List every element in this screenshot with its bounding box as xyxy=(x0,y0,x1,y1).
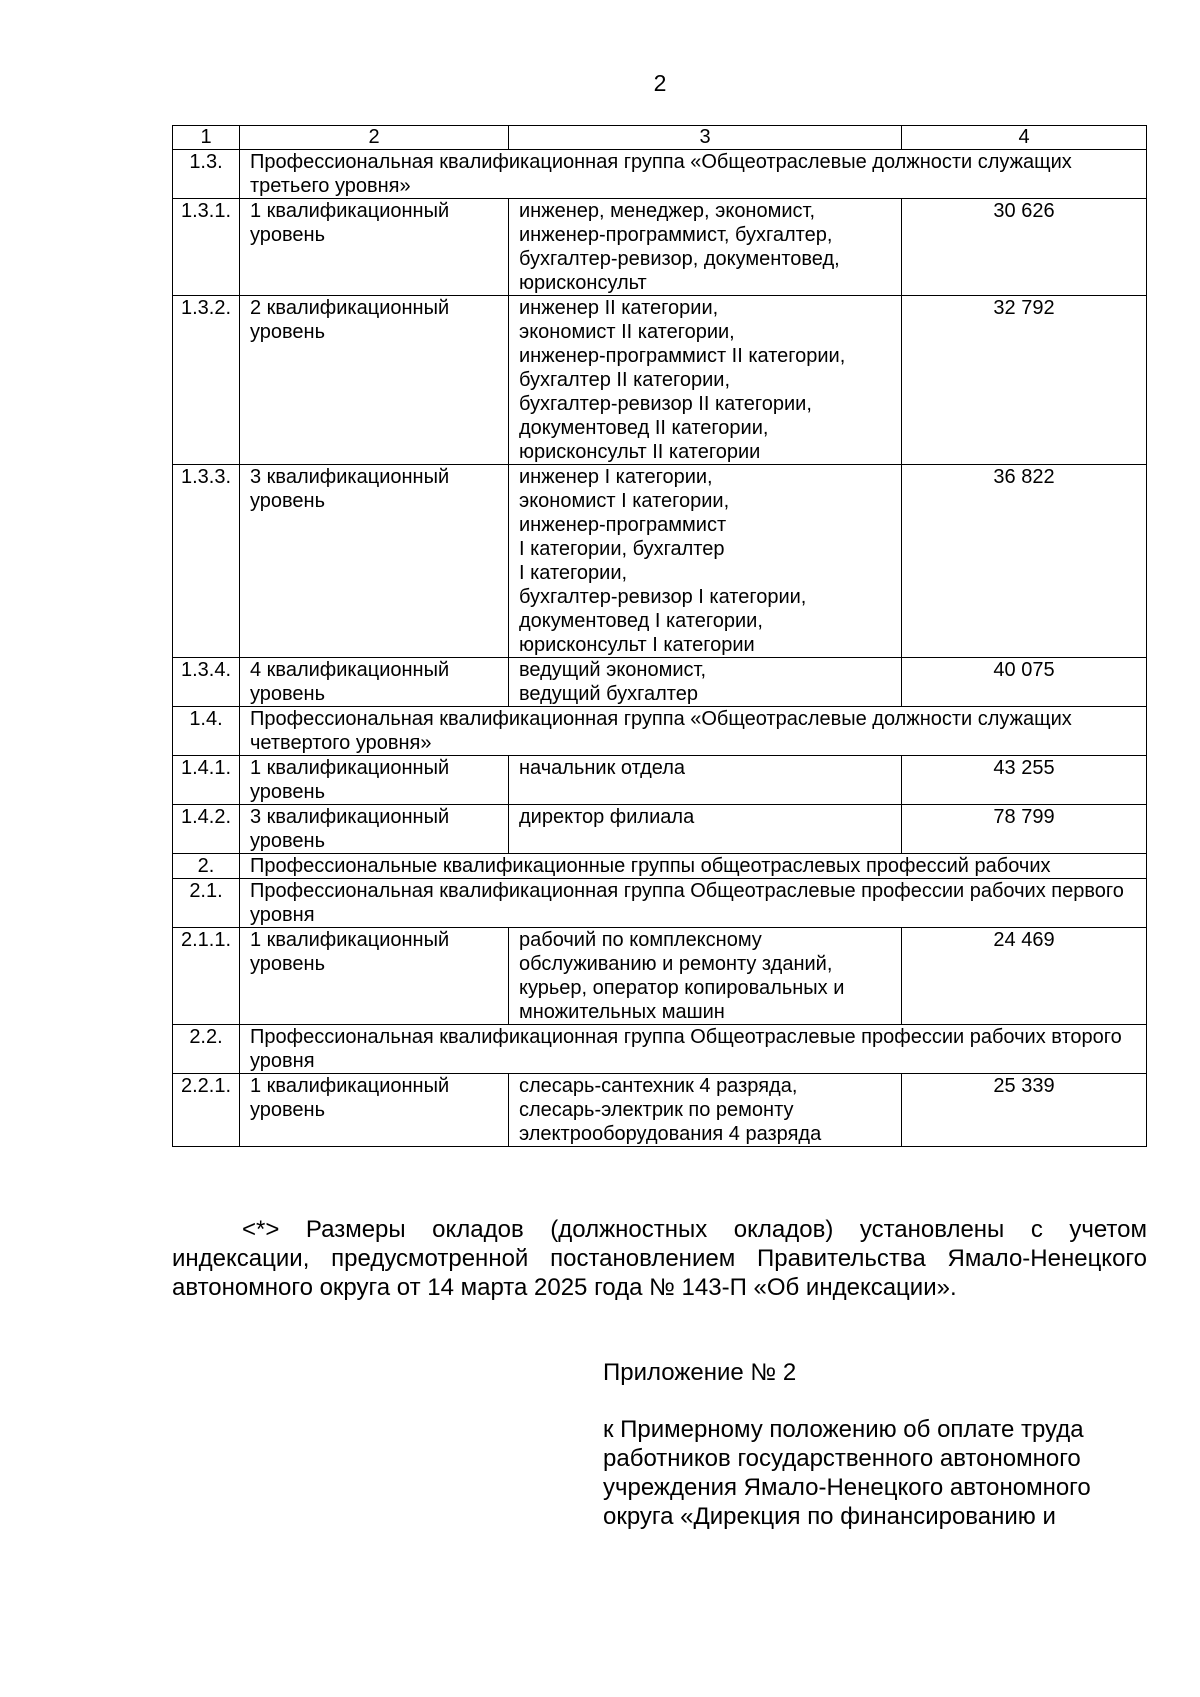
row-number: 1.4.2. xyxy=(173,805,240,854)
row-number: 2. xyxy=(173,854,240,879)
positions: слесарь-сантехник 4 разряда, слесарь-электрик по ремонту электрооборудования 4 разряда xyxy=(509,1074,902,1147)
group-title: Профессиональная квалификационная группа Общеотраслевые профессии рабочих первого уровня xyxy=(240,879,1147,928)
qualification-level: 3 квалификационный уровень xyxy=(240,465,509,658)
group-title: Профессиональные квалификационные группы общеотраслевых профессий рабочих xyxy=(240,854,1147,879)
salary-table-body xyxy=(173,126,1147,1147)
salary-value: 78 799 xyxy=(902,805,1147,854)
salary-value: 32 792 xyxy=(902,296,1147,465)
row-number: 2.1. xyxy=(173,879,240,928)
header-col-2: 2 xyxy=(240,126,509,150)
salary-value: 24 469 xyxy=(902,928,1147,1025)
positions: директор филиала xyxy=(509,805,902,854)
salary-value: 30 626 xyxy=(902,199,1147,296)
positions: рабочий по комплексному обслуживанию и ремонту зданий, курьер, оператор копировальных и множительных машин xyxy=(509,928,902,1025)
qualification-level: 2 квалификационный уровень xyxy=(240,296,509,465)
row-number: 2.1.1. xyxy=(173,928,240,1025)
salary-value: 36 822 xyxy=(902,465,1147,658)
row-number: 2.2.1. xyxy=(173,1074,240,1147)
row-number: 1.3.4. xyxy=(173,658,240,707)
table-row xyxy=(173,658,1147,707)
positions: ведущий экономист, ведущий бухгалтер xyxy=(509,658,902,707)
positions: инженер, менеджер, экономист, инженер-программист, бухгалтер, бухгалтер-ревизор, документовед, юрисконсульт xyxy=(509,199,902,296)
table-row xyxy=(173,296,1147,465)
table-group-row xyxy=(173,150,1147,199)
row-number: 1.3.2. xyxy=(173,296,240,465)
header-col-4: 4 xyxy=(902,126,1147,150)
group-title: Профессиональная квалификационная группа «Общеотраслевые должности служащих третьего уровня» xyxy=(240,150,1147,199)
positions: инженер II категории, экономист II категории, инженер-программист II категории, бухгалтер II категории, бухгалтер-ревизор II категории, документовед II категории, юрисконсульт II категории xyxy=(509,296,902,465)
salary-value: 43 255 xyxy=(902,756,1147,805)
group-title: Профессиональная квалификационная группа Общеотраслевые профессии рабочих второго уровня xyxy=(240,1025,1147,1074)
positions: инженер I категории, экономист I категории, инженер-программист I категории, бухгалтер I категории, бухгалтер-ревизор I категории, документовед I категории, юрисконсульт I категории xyxy=(509,465,902,658)
row-number: 1.4. xyxy=(173,707,240,756)
row-number: 1.4.1. xyxy=(173,756,240,805)
salary-value: 40 075 xyxy=(902,658,1147,707)
qualification-level: 4 квалификационный уровень xyxy=(240,658,509,707)
table-row xyxy=(173,199,1147,296)
row-number: 2.2. xyxy=(173,1025,240,1074)
header-col-1: 1 xyxy=(173,126,240,150)
row-number: 1.3.1. xyxy=(173,199,240,296)
appendix-title: Приложение № 2 xyxy=(603,1359,797,1386)
table-group-row xyxy=(173,707,1147,756)
qualification-level: 1 квалификационный уровень xyxy=(240,1074,509,1147)
table-header-row xyxy=(173,126,1147,150)
table-row xyxy=(173,465,1147,658)
table-row xyxy=(173,756,1147,805)
group-title: Профессиональная квалификационная группа «Общеотраслевые должности служащих четвертого уровня» xyxy=(240,707,1147,756)
footnote: <*> Размеры окладов (должностных окладов) установлены с учетом индексации, предусмотренной постановлением Правительства Ямало-Ненецкого автономного округа от 14 марта 2025 года № 143-П «Об индексации». xyxy=(172,1216,1147,1301)
row-number: 1.3.3. xyxy=(173,465,240,658)
table-group-row xyxy=(173,1025,1147,1074)
page-number: 2 xyxy=(653,70,667,96)
qualification-level: 1 квалификационный уровень xyxy=(240,756,509,805)
salary-table xyxy=(172,125,1147,1147)
qualification-level: 1 квалификационный уровень xyxy=(240,199,509,296)
qualification-level: 3 квалификационный уровень xyxy=(240,805,509,854)
qualification-level: 1 квалификационный уровень xyxy=(240,928,509,1025)
table-group-row xyxy=(173,879,1147,928)
positions: начальник отдела xyxy=(509,756,902,805)
table-row xyxy=(173,805,1147,854)
salary-value: 25 339 xyxy=(902,1074,1147,1147)
row-number: 1.3. xyxy=(173,150,240,199)
table-row xyxy=(173,1074,1147,1147)
header-col-3: 3 xyxy=(509,126,902,150)
appendix-text: к Примерному положению об оплате труда работников государственного автономного учреждения Ямало-Ненецкого автономного округа «Дирекция по финансированию и xyxy=(603,1416,1091,1530)
table-row xyxy=(173,928,1147,1025)
table-group-row xyxy=(173,854,1147,879)
